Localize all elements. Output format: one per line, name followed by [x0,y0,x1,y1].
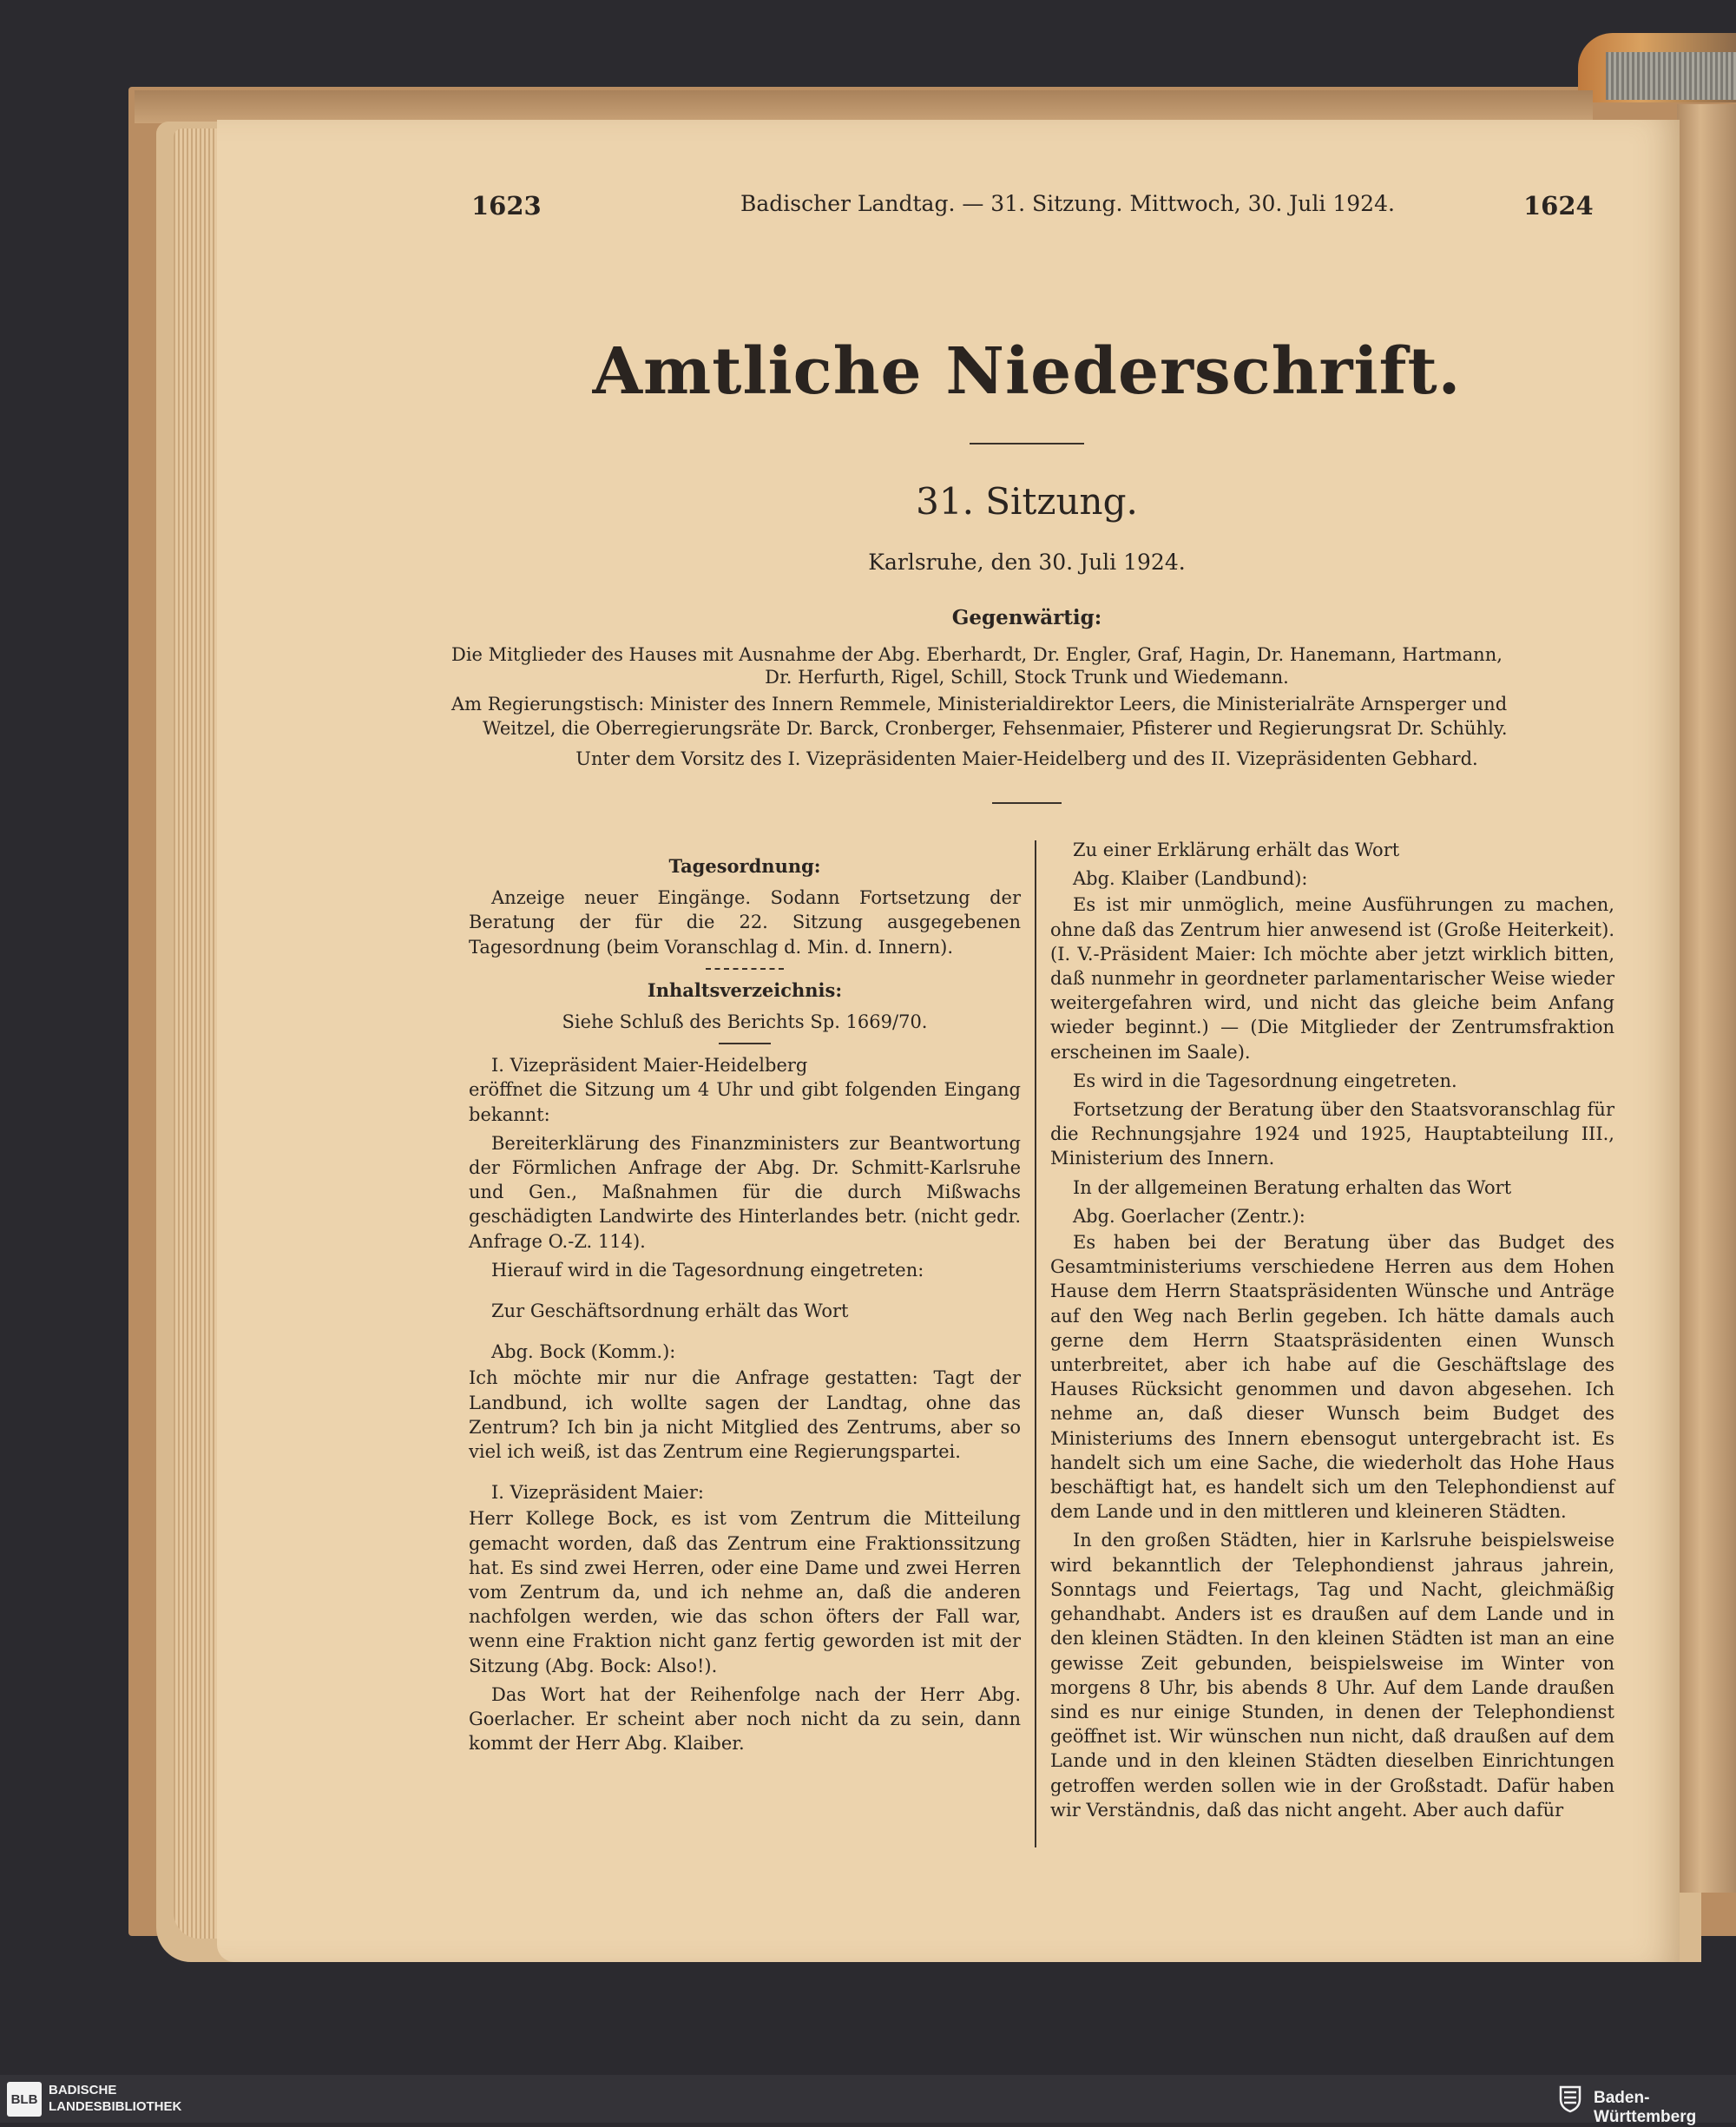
present-line-2: Dr. Herfurth, Rigel, Schill, Stock Trunk und Wiedemann. [765,667,1289,688]
agenda-heading: Tagesordnung: [668,855,821,877]
separator [719,1043,771,1044]
paragraph-opening: eröffnet die Sitzung um 4 Uhr und gibt folgenden Eingang bekannt: [469,1079,1021,1125]
library-name[interactable] [49,2082,181,2115]
book-cover-edge [135,90,1593,123]
paragraph-agenda-entered-2: Es wird in die Tagesordnung eingetreten. [1073,1070,1457,1091]
present-heading: Gegenwärtig: [951,606,1102,629]
title-rule [970,443,1084,444]
government-line-2: Weitzel, die Oberregierungsräte Dr. Barck, Cronberger, Fehsenmaier, Pfisterer und Regierungsrat Dr. Schühly. [483,718,1508,739]
column-divider [1035,840,1036,1847]
separator [706,968,784,970]
contents-heading: Inhaltsverzeichnis: [647,978,843,1001]
session-heading: 31. Sitzung. [916,480,1138,523]
paragraph-statement: Zu einer Erklärung erhält das Wort [1073,840,1400,860]
paragraph-goerlacher: Es haben bei der Beratung über das Budget des Gesamtministeriums verschiedene Herren aus dem Hohen Hause dem Herrn Staatspräsidenten Wünsche und Anträge auf den Weg nach Berlin gegeben. Ich hätte damals auch gerne dem Herrn Staatspräsidenten einen Wunsch unterbreitet, aber ich habe auf die Geschäftslage des Hauses Rücksicht genommen und davon abgesehen. Ich nehme an, daß dieser Wunsch beim Budget des Ministeriums des Innern ebensogut untergebracht ist. Es handelt sich um eine Sache, die wiederholt das Hohe Haus beschäftigt hat, es handelt sich um den Telephondienst auf dem Lande und in den mittleren und kleineren Städten. [1050,1232,1614,1523]
paragraph-agenda-entered: Hierauf wird in die Tagesordnung eingetreten: [491,1259,924,1281]
library-name-line-1: BADISCHE [49,2083,117,2097]
paragraph-klaiber: Es ist mir unmöglich, meine Ausführungen zu machen, ohne daß das Zentrum hier anwesend ist (Große Heiterkeit). (I. V.-Präsident Maier: Ich möchte aber jetzt wirklich bitten, daß nunmehr in geordneter parlamentarischer Weise wieder weitergefahren wird, und nicht das gleiche beim Anfang wieder beginnt.) — (Die Mitglieder der Zentrumsfraktion erscheinen im Saale). [1050,894,1614,1063]
blb-logo[interactable]: BLB [7,2082,42,2117]
right-column [1050,838,1614,1827]
paragraph-telephone: In den großen Städten, hier in Karlsruhe beispielsweise wird bekanntlich der Telephondienst jahraus jahrein, Sonntags und Feiertags, Tag und Nacht, gleichmäßig gehandhabt. Anders ist es draußen auf dem Lande und in den kleinen Städten. In den kleinen Städten ist man an eine gewisse Zeit gebunden, beispielsweise im Winter von morgens 8 Uhr, bis abends 8 Uhr. Auf dem Lande draußen sind es nur einige Stunden, in denen der Telephondienst geöffnet ist. Wir wünschen nun nicht, daß draußen auf dem Lande und in den kleinen Städten dieselben Einrichtungen getroffen werden sollen wie in der Großstadt. Dafür haben wir Verständnis, daß das nicht angeht. Aber auch dafür [1050,1530,1614,1821]
government-line-1: Am Regierungstisch: Minister des Innern Remmele, Ministerialdirektor Leers, die Ministerialräte Arnsperger und [451,694,1508,714]
running-header: Badischer Landtag. — 31. Sitzung. Mittwoch, 30. Juli 1924. [740,191,1395,216]
section-rule [992,802,1062,804]
present-line-1: Die Mitglieder des Hauses mit Ausnahme der Abg. Eberhardt, Dr. Engler, Graf, Hagin, Dr. Hanemann, Hartmann, [451,644,1503,665]
page-number-right: 1624 [1523,191,1594,221]
paragraph-budget: Fortsetzung der Beratung über den Staatsvoranschlag für die Rechnungsjahre 1924 und 1925, Hauptabteilung III., Ministerium des Innern. [1050,1099,1614,1169]
paragraph-general-debate: In der allgemeinen Beratung erhalten das Wort [1073,1176,1512,1198]
paragraph-procedure: Zur Geschäftsordnung erhält das Wort [491,1301,849,1322]
paragraph-bock: Ich möchte mir nur die Anfrage gestatten: Tagt der Landbund, ich wollte sagen der Landtag, ohne das Zentrum? Ich bin ja nicht Mitglied des Zentrums, aber so viel ich weiß, ist das Zentrum eine Regierungspartei. [469,1367,1021,1463]
speaker-goerlacher: Abg. Goerlacher (Zentr.): [1073,1205,1305,1227]
speaker-maier-heidelberg: I. Vizepräsident Maier-Heidelberg [491,1055,808,1077]
speaker-maier: I. Vizepräsident Maier: [491,1482,704,1504]
place-date: Karlsruhe, den 30. Juli 1924. [868,550,1186,575]
page-number-left: 1623 [471,191,542,221]
library-name-line-2: LANDESBIBLIOTHEK [49,2099,182,2114]
contents-text: Siehe Schluß des Berichts Sp. 1669/70. [562,1011,928,1033]
paragraph-announcement: Bereiterklärung des Finanzministers zur Beantwortung der Förmlichen Anfrage der Abg. Dr. Schmitt-Karlsruhe und Gen., Maßnahmen für die durch Mißwachs geschädigten Landwirte des Hinterlandes betr. (nicht gedr. Anfrage O.-Z. 114). [469,1132,1021,1252]
footer-bar [0,2075,1736,2126]
state-emblem-icon[interactable] [1554,2082,1587,2115]
paragraph-maier: Herr Kollege Bock, es ist vom Zentrum die Mitteilung gemacht worden, daß das Zentrum eine Fraktionssitzung hat. Es sind zwei Herren, oder eine Dame und zwei Herren vom Zentrum da, und ich nehme an, daß die anderen nachfolgen werden, wie das schon öfters der Fall war, wenn eine Fraktion nicht ganz fertig geworden ist mit der Sitzung (Abg. Bock: Also!). [469,1508,1021,1676]
paragraph-order: Das Wort hat der Reihenfolge nach der Herr Abg. Goerlacher. Er scheint aber noch nicht da zu sein, dann kommt der Herr Abg. Klaiber. [469,1683,1021,1755]
chair-line: Unter dem Vorsitz des I. Vizepräsidenten Maier-Heidelberg und des II. Vizepräsidenten Gebhard. [575,748,1478,769]
speaker-klaiber: Abg. Klaiber (Landbund): [1073,868,1308,890]
state-name[interactable]: Baden-Württemberg [1594,2089,1697,2126]
left-column [469,842,1021,1761]
document-title: Amtliche Niederschrift. [592,334,1462,409]
book-spine-edge [1606,52,1736,100]
speaker-bock: Abg. Bock (Komm.): [491,1341,676,1363]
agenda-text: Anzeige neuer Eingänge. Sodann Fortsetzung der Beratung der für die 22. Sitzung ausgegebenen Tagesordnung (beim Voranschlag d. Min. d. Innern). [469,887,1021,958]
